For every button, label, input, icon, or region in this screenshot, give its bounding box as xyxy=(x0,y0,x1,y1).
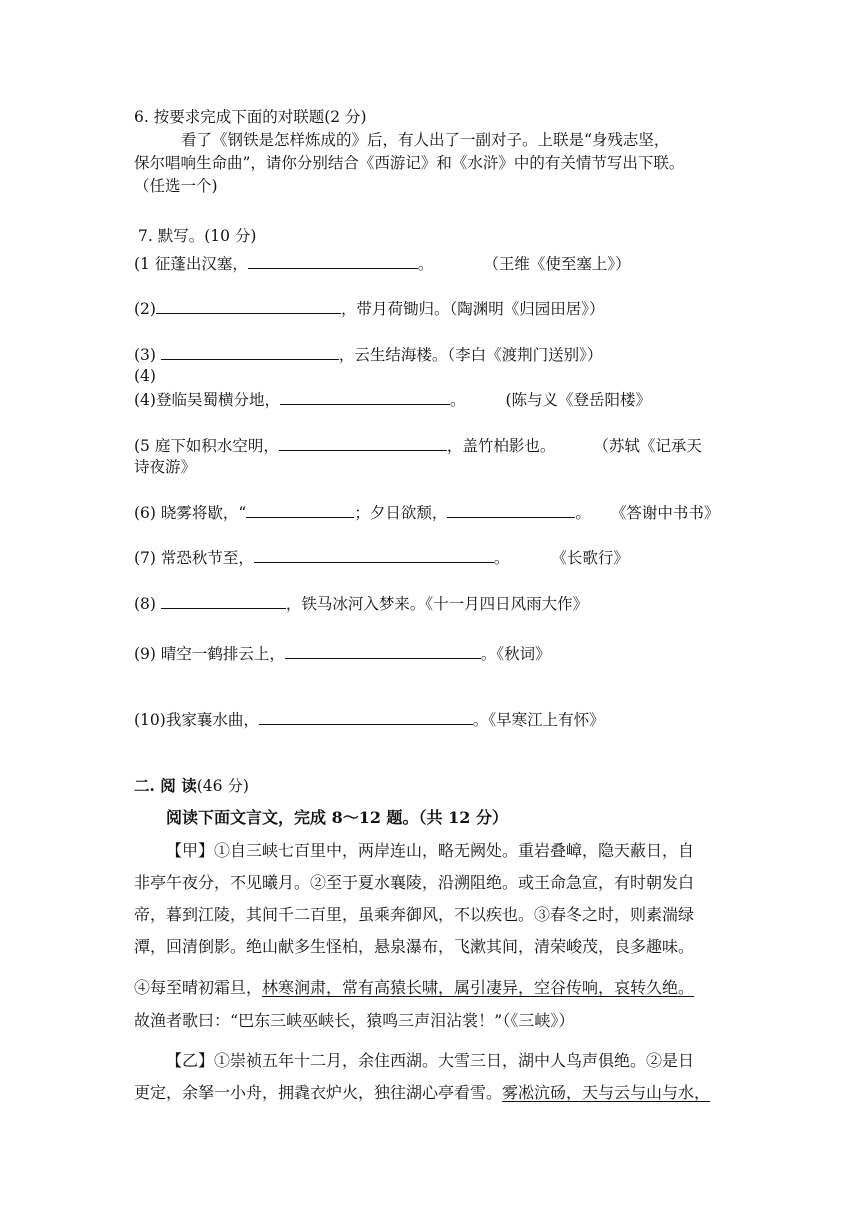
q7-item-9-prompt: (9) 晴空一鹤排云上， xyxy=(134,645,285,663)
section-2-instruction: 阅读下面文言文，完成 8～12 题。（共 12 分） xyxy=(166,808,508,827)
q7-item-5-continuation: 诗夜游》 xyxy=(134,458,197,476)
section-2-title: 二. 阅 读 xyxy=(134,776,197,795)
passage-yi-line-1: 【乙】①崇祯五年十二月，余住西湖。大雪三日，湖中人鸟声俱绝。②是日 xyxy=(166,1051,695,1070)
q7-item-4-source: (陈与义《登岳阳楼》 xyxy=(505,391,652,409)
q7-item-7-source: 《长歌行》 xyxy=(551,549,629,567)
q7-item-10-end: 。《早寒江上有怀》 xyxy=(472,711,605,729)
q7-item-5-source: （苏轼《记承天 xyxy=(593,437,702,455)
q7-item-8-end: ，铁马冰河入梦来。《十一月四日风雨大作》 xyxy=(285,595,589,613)
q7-item-10-blank[interactable] xyxy=(259,708,473,725)
passage-jia-line-1: 【甲】①自三峡七百里中，两岸连山，略无阙处。重岩叠嶂，隐天蔽日，自 xyxy=(166,841,695,860)
q7-item-5-blank[interactable] xyxy=(279,434,447,451)
q7-item-1-end: 。 xyxy=(417,255,434,273)
q7-item-4-prompt: (4)登临吴蜀横分地， xyxy=(134,391,280,409)
q7-item-2 xyxy=(134,297,604,319)
q7-item-6-middle: ；夕日欲颓， xyxy=(354,504,448,522)
q6-line-2: 保尔唱响生命曲”，请你分别结合《西游记》和《水浒》中的有关情节写出下联。 xyxy=(134,154,685,172)
passage-yi-line-2-lead: 更定，余拏一小舟，拥毳衣炉火，独往湖心亭看雪。 xyxy=(134,1083,503,1102)
q7-item-9-end: 。《秋词》 xyxy=(480,645,551,663)
q7-item-7-prompt: (7) 常恐秋节至， xyxy=(134,549,254,567)
q7-item-3-prompt: (3) xyxy=(134,346,161,364)
passage-jia-line-6: 故渔者歌曰：“巴东三峡巫峡长，猿鸣三声泪沾裳！”（《三峡》） xyxy=(134,1011,575,1030)
q7-item-2-prompt: (2) xyxy=(134,300,156,318)
q7-item-1-source: （王维《使至塞上》） xyxy=(483,255,631,273)
q6-header: 6. 按要求完成下面的对联题(2 分) xyxy=(134,108,367,126)
q7-item-2-end: ，带月荷锄归。（陶渊明《归园田居》） xyxy=(340,300,605,318)
passage-jia-line-4: 潭，回清倒影。绝山献多生怪柏，悬泉瀑布，飞漱其间，清荣峻茂，良多趣味。 xyxy=(134,937,695,956)
q7-item-1-prompt: (1 征蓬出汉塞， xyxy=(134,255,248,273)
q7-item-6-blank-2[interactable] xyxy=(447,501,575,518)
q7-item-6 xyxy=(134,501,719,523)
q7-item-7 xyxy=(134,546,629,568)
q7-item-6-blank-1[interactable] xyxy=(246,501,354,518)
passage-jia-line-5-lead: ④每至晴初霜旦， xyxy=(134,978,263,997)
q7-item-6-end: 。 xyxy=(575,504,591,522)
passage-yi-line-2 xyxy=(134,1083,710,1103)
passage-jia-line-3: 帝，暮到江陵，其间千二百里，虽乘奔御风，不以疾也。③春冬之时，则素湍绿 xyxy=(134,905,695,924)
q7-item-9 xyxy=(134,642,551,664)
q7-item-extra-4: (4) xyxy=(134,367,156,385)
passage-jia-line-5 xyxy=(134,978,694,998)
q7-item-5-end: ，盖竹柏影也。 xyxy=(446,437,556,455)
q7-item-1 xyxy=(134,252,631,274)
q7-item-6-prompt: (6) 晓雾将歇，“ xyxy=(134,504,247,522)
q7-item-3-blank[interactable] xyxy=(161,343,339,360)
q6-line-3: （任选一个) xyxy=(134,177,218,195)
q7-item-3-end: ，云生结海楼。（李白《渡荆门送别》） xyxy=(338,346,603,364)
q7-item-8-prompt: (8) xyxy=(134,595,161,613)
q7-item-6-source: 《答谢中书书》 xyxy=(610,504,720,522)
q7-item-4 xyxy=(134,388,651,410)
q7-header: 7. 默写。(10 分) xyxy=(138,227,257,245)
q7-item-8 xyxy=(134,592,588,614)
q7-item-9-blank[interactable] xyxy=(285,642,481,659)
passage-jia-underlined-sentence: 林寒涧肃，常有高猿长啸，属引凄异，空谷传响，哀转久绝。 xyxy=(262,978,695,997)
q7-item-1-blank[interactable] xyxy=(248,252,418,269)
q6-line-1: 看了《钢铁是怎样炼成的》后，有人出了一副对子。上联是“身残志坚， xyxy=(181,131,670,149)
section-2-score: (46 分) xyxy=(196,777,249,795)
q7-item-3 xyxy=(134,343,602,365)
q7-item-5 xyxy=(134,434,702,456)
q7-item-10 xyxy=(134,708,605,730)
q7-item-10-prompt: (10)我家襄水曲， xyxy=(134,711,259,729)
q7-item-5-prompt: (5 庭下如积水空明， xyxy=(134,437,279,455)
q7-item-4-end: 。 xyxy=(449,391,466,409)
q7-item-8-blank[interactable] xyxy=(161,592,286,609)
passage-yi-underlined-sentence: 雾凇沆砀，天与云与山与水， xyxy=(502,1083,711,1102)
section-2-heading xyxy=(134,776,249,796)
passage-jia-line-2: 非亭午夜分，不见曦月。②至于夏水襄陵，沿溯阻绝。或王命急宣，有时朝发白 xyxy=(134,873,695,892)
q7-item-7-blank[interactable] xyxy=(254,546,494,563)
q7-item-4-blank[interactable] xyxy=(280,388,450,405)
q7-item-2-blank[interactable] xyxy=(156,297,341,314)
q7-item-7-end: 。 xyxy=(493,549,510,567)
